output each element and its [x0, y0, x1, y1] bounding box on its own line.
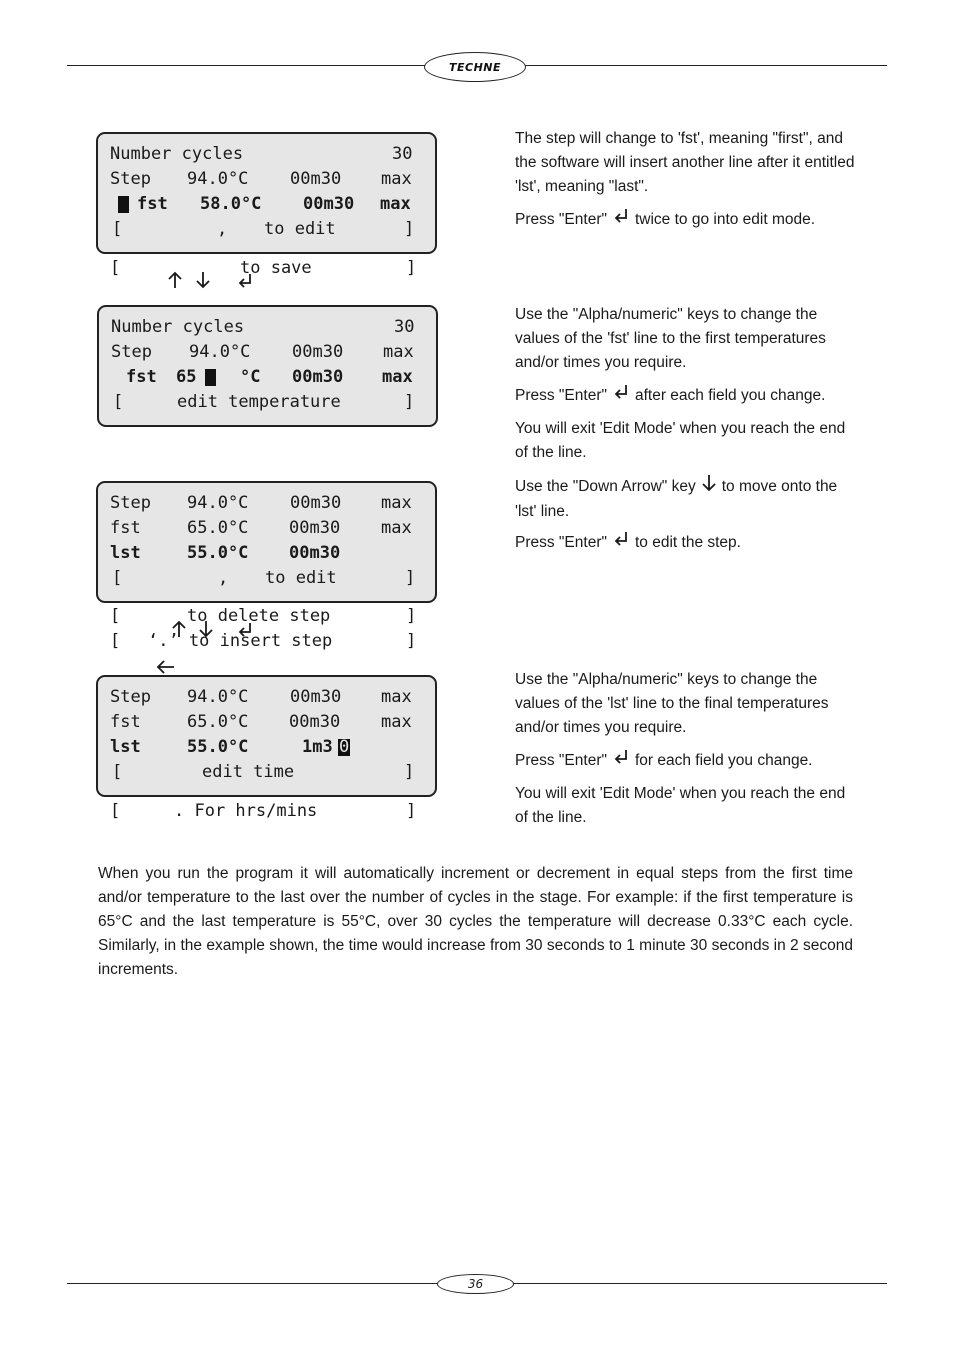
lcd3-bracket-close: ]	[405, 568, 416, 588]
text2-p5-before: Press "Enter"	[515, 534, 607, 552]
hint-bracket-close: ]	[406, 631, 417, 651]
text2-p2-before: Press "Enter"	[515, 387, 607, 405]
text1-p2-after: twice to go into edit mode.	[634, 211, 816, 229]
lcd1-step-temp: 94.0°C	[187, 169, 249, 189]
lcd1-cycles-label: Number cycles	[110, 144, 244, 164]
lcd3-fst-time: 00m30	[289, 518, 341, 538]
lcd3-action: to edit	[265, 568, 337, 588]
cursor-block	[205, 369, 216, 386]
lcd2-cycles-value: 30	[394, 317, 415, 337]
cursor-block	[118, 196, 129, 213]
page-number: 36	[437, 1274, 514, 1294]
lcd2-action: edit temperature	[177, 392, 341, 412]
text3-p2	[515, 749, 860, 773]
text2-p2	[515, 384, 860, 408]
lcd4-step-rate: max	[381, 687, 412, 707]
lcd4-fst-time: 00m30	[289, 712, 341, 732]
lcd4-line-3	[98, 735, 350, 760]
lcd1-fst-time: 00m30	[303, 194, 355, 214]
lcd2-step-rate: max	[383, 342, 414, 362]
lcd2-cycles-label: Number cycles	[111, 317, 245, 337]
hint-bracket-open: [	[110, 801, 121, 821]
text3-p2-before: Press "Enter"	[515, 752, 607, 770]
down-arrow-icon	[702, 474, 716, 500]
lcd2-fst-unit: °C	[240, 367, 261, 387]
hint-insert-action: ‘.’ to insert step	[148, 631, 333, 651]
lcd4-line-1	[98, 685, 412, 710]
text1-p2	[515, 208, 860, 232]
footer-rule-right	[510, 1283, 887, 1284]
lcd3-lst-temp: 55.0°C	[187, 543, 249, 563]
lcd1-bracket-close: ]	[404, 219, 415, 239]
lcd2-step-temp: 94.0°C	[189, 342, 251, 362]
lcd1-line-1	[98, 142, 413, 167]
lcd1-comma: ,	[217, 219, 228, 239]
text2-p1: Use the "Alpha/numeric" keys to change the values of the 'fst' line to the first temperatures and/or times you require.	[515, 306, 826, 371]
lcd4-step-time: 00m30	[290, 687, 342, 707]
lcd3-fst-rate: max	[381, 518, 412, 538]
text3-p2-after: for each field you change.	[634, 752, 813, 770]
lcd4-lst-label: lst	[110, 737, 141, 757]
lcd1-step-time: 00m30	[290, 169, 342, 189]
lcd4-line-4	[98, 760, 415, 785]
hint-bracket-open: [	[110, 258, 121, 278]
hint-hrs-action: . For hrs/mins	[174, 801, 318, 821]
hint-bracket-open: [	[110, 631, 121, 651]
hint-bracket-close: ]	[406, 258, 417, 278]
header-rule-left	[67, 65, 427, 66]
lcd3-line-2	[98, 516, 412, 541]
lcd1-fst-label: fst	[137, 194, 168, 214]
lcd2-bracket-close: ]	[404, 392, 415, 412]
lcd1-save-hint	[96, 256, 437, 281]
hint-bracket-close: ]	[406, 606, 417, 626]
lcd1-fst-rate: max	[380, 194, 411, 214]
text1-p2-before: Press "Enter"	[515, 211, 607, 229]
lcd4-step-label: Step	[110, 687, 151, 707]
hint-delete-action: to delete step	[187, 606, 331, 626]
enter-key-icon	[613, 384, 629, 408]
lcd2-fst-temp: 65	[176, 367, 197, 387]
lcd4-action: edit time	[202, 762, 295, 782]
lcd3-fst-label: fst	[110, 518, 141, 538]
lcd4-cursor-digit: 0	[339, 737, 350, 757]
lcd3-delete-hint	[96, 604, 437, 629]
text2-p3: You will exit 'Edit Mode' when you reach the end of the line.	[515, 420, 846, 461]
lcd1-fst-temp: 58.0°C	[200, 194, 262, 214]
lcd4-fst-rate: max	[381, 712, 412, 732]
lcd-display-1	[96, 132, 437, 254]
lcd1-step-label: Step	[110, 169, 151, 189]
lcd3-comma: ,	[218, 568, 229, 588]
lcd4-bracket-open: [	[112, 762, 123, 782]
lcd3-lst-time: 00m30	[289, 543, 341, 563]
lcd2-line-3	[99, 365, 413, 390]
lcd3-bracket-open: [	[112, 568, 123, 588]
lcd4-bracket-close: ]	[404, 762, 415, 782]
lcd4-line-2	[98, 710, 412, 735]
lcd4-lst-temp: 55.0°C	[187, 737, 249, 757]
lcd1-cycles-value: 30	[392, 144, 413, 164]
text3-p1: Use the "Alpha/numeric" keys to change the values of the 'lst' line to the final temperatures and/or times you require.	[515, 671, 829, 736]
lcd1-action: to edit	[264, 219, 336, 239]
lcd1-line-4	[98, 217, 415, 242]
lcd3-insert-hint	[96, 629, 437, 654]
text3-p3: You will exit 'Edit Mode' when you reach the end of the line.	[515, 785, 846, 826]
text1-p1: The step will change to 'fst', meaning "first", and the software will insert another line after it entitled 'lst', meaning "last".	[515, 130, 855, 195]
lcd2-step-time: 00m30	[292, 342, 344, 362]
lcd4-fst-label: fst	[110, 712, 141, 732]
lcd1-bracket-open: [	[112, 219, 123, 239]
hint-bracket-open: [	[110, 606, 121, 626]
lcd3-line-4	[98, 566, 416, 591]
lcd3-step-time: 00m30	[290, 493, 342, 513]
text2-p4-after: to move onto the 'lst' line.	[515, 478, 838, 520]
techne-logo: TECHNE	[424, 52, 526, 82]
lcd2-fst-time: 00m30	[292, 367, 344, 387]
hint-action: to save	[240, 258, 312, 278]
lcd2-bracket-open: [	[113, 392, 124, 412]
lcd1-step-rate: max	[381, 169, 412, 189]
text2-p5	[515, 531, 860, 555]
lcd4-hrs-hint	[96, 799, 437, 824]
summary-paragraph: When you run the program it will automatically increment or decrement in equal steps from the first time and/or temperature to the last over the number of cycles in the stage. For example: if the first temperature is 65°C and the last temperature is 55°C, over 30 cycles the temperature will decrease 0.33°C each cycle. Similarly, in the example shown, the time would increase from 30 seconds to 1 minute 30 seconds in 2 second increments.	[98, 865, 853, 978]
lcd3-fst-temp: 65.0°C	[187, 518, 249, 538]
lcd1-line-3	[98, 192, 411, 217]
lcd3-lst-label: lst	[110, 543, 141, 563]
lcd3-step-label: Step	[110, 493, 151, 513]
enter-key-icon	[613, 208, 629, 232]
lcd3-step-temp: 94.0°C	[187, 493, 249, 513]
text2-p4-before: Use the "Down Arrow" key	[515, 478, 696, 496]
header-rule-right	[522, 65, 887, 66]
lcd-display-4	[96, 675, 437, 797]
lcd2-line-4	[99, 390, 415, 415]
lcd4-step-temp: 94.0°C	[187, 687, 249, 707]
lcd2-line-1	[99, 315, 415, 340]
lcd3-line-1	[98, 491, 412, 516]
lcd-display-2	[97, 305, 438, 427]
text2-p5-after: to edit the step.	[634, 534, 741, 552]
enter-key-icon	[613, 531, 629, 555]
lcd2-fst-label: fst	[126, 367, 157, 387]
text2-p4	[515, 474, 860, 524]
enter-key-icon	[613, 749, 629, 773]
lcd-display-3	[96, 481, 437, 603]
lcd3-step-rate: max	[381, 493, 412, 513]
lcd2-step-label: Step	[111, 342, 152, 362]
text2-p2-after: after each field you change.	[634, 387, 826, 405]
hint-bracket-close: ]	[406, 801, 417, 821]
lcd3-line-3	[98, 541, 341, 566]
footer-rule-left	[67, 1283, 439, 1284]
lcd1-line-2	[98, 167, 412, 192]
lcd4-lst-time: 1m3	[302, 737, 333, 757]
lcd4-fst-temp: 65.0°C	[187, 712, 249, 732]
lcd2-line-2	[99, 340, 414, 365]
lcd2-fst-rate: max	[382, 367, 413, 387]
